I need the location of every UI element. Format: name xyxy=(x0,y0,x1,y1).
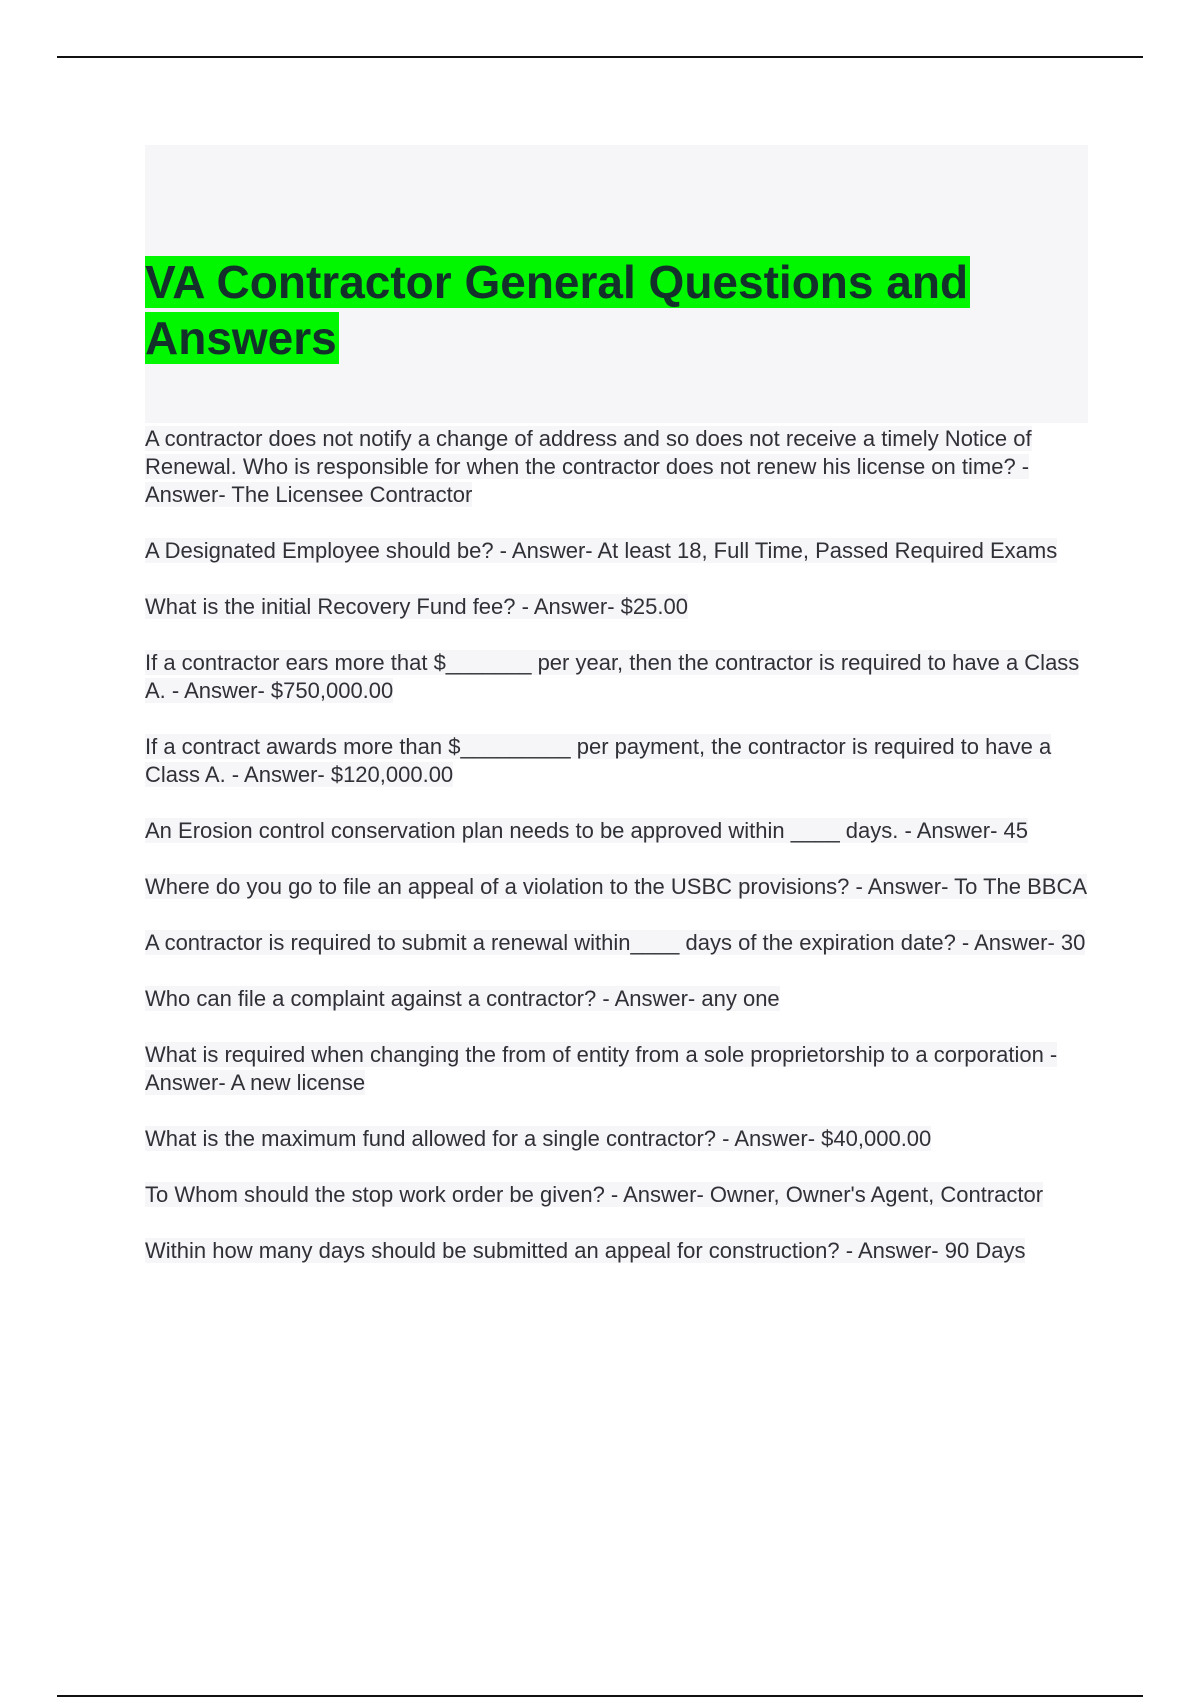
document-title xyxy=(145,254,1045,366)
qa-item xyxy=(145,1181,1095,1209)
qa-text: If a contract awards more than $_________ per payment, the contractor is required to have a Class A. - Answer- $120,000.00 xyxy=(145,734,1052,787)
qa-item xyxy=(145,817,1095,845)
qa-item xyxy=(145,929,1095,957)
qa-item xyxy=(145,873,1095,901)
qa-text: Within how many days should be submitted an appeal for construction? - Answer- 90 Days xyxy=(145,1238,1026,1263)
footer-rule xyxy=(57,1695,1143,1697)
qa-item xyxy=(145,649,1095,705)
qa-text: Where do you go to file an appeal of a violation to the USBC provisions? - Answer- To The BBCA xyxy=(145,874,1088,899)
qa-item xyxy=(145,1041,1095,1097)
qa-text: What is the initial Recovery Fund fee? - Answer- $25.00 xyxy=(145,594,688,619)
qa-text: An Erosion control conservation plan needs to be approved within ____ days. - Answer- 45 xyxy=(145,818,1028,843)
qa-list xyxy=(145,425,1095,1293)
qa-item xyxy=(145,985,1095,1013)
qa-text: A contractor is required to submit a renewal within____ days of the expiration date? - Answer- 30 xyxy=(145,930,1086,955)
document-title-text: VA Contractor General Questions and Answers xyxy=(145,256,969,364)
qa-text: What is the maximum fund allowed for a single contractor? - Answer- $40,000.00 xyxy=(145,1126,932,1151)
qa-item xyxy=(145,425,1095,509)
qa-text: If a contractor ears more that $_______ per year, then the contractor is required to have a Class A. - Answer- $750,000.00 xyxy=(145,650,1080,703)
qa-item xyxy=(145,537,1095,565)
qa-item xyxy=(145,1237,1095,1265)
qa-text: A contractor does not notify a change of address and so does not receive a timely Notice of Renewal. Who is responsible for when the contractor does not renew his license on time? - Answer- The Licensee Contractor xyxy=(145,426,1032,507)
qa-text: A Designated Employee should be? - Answer- At least 18, Full Time, Passed Required Exams xyxy=(145,538,1058,563)
qa-text: What is required when changing the from of entity from a sole proprietorship to a corporation - Answer- A new license xyxy=(145,1042,1058,1095)
qa-item xyxy=(145,733,1095,789)
header-rule xyxy=(57,56,1143,58)
qa-text: To Whom should the stop work order be given? - Answer- Owner, Owner's Agent, Contractor xyxy=(145,1182,1044,1207)
qa-text: Who can file a complaint against a contractor? - Answer- any one xyxy=(145,986,780,1011)
qa-item xyxy=(145,1125,1095,1153)
qa-item xyxy=(145,593,1095,621)
